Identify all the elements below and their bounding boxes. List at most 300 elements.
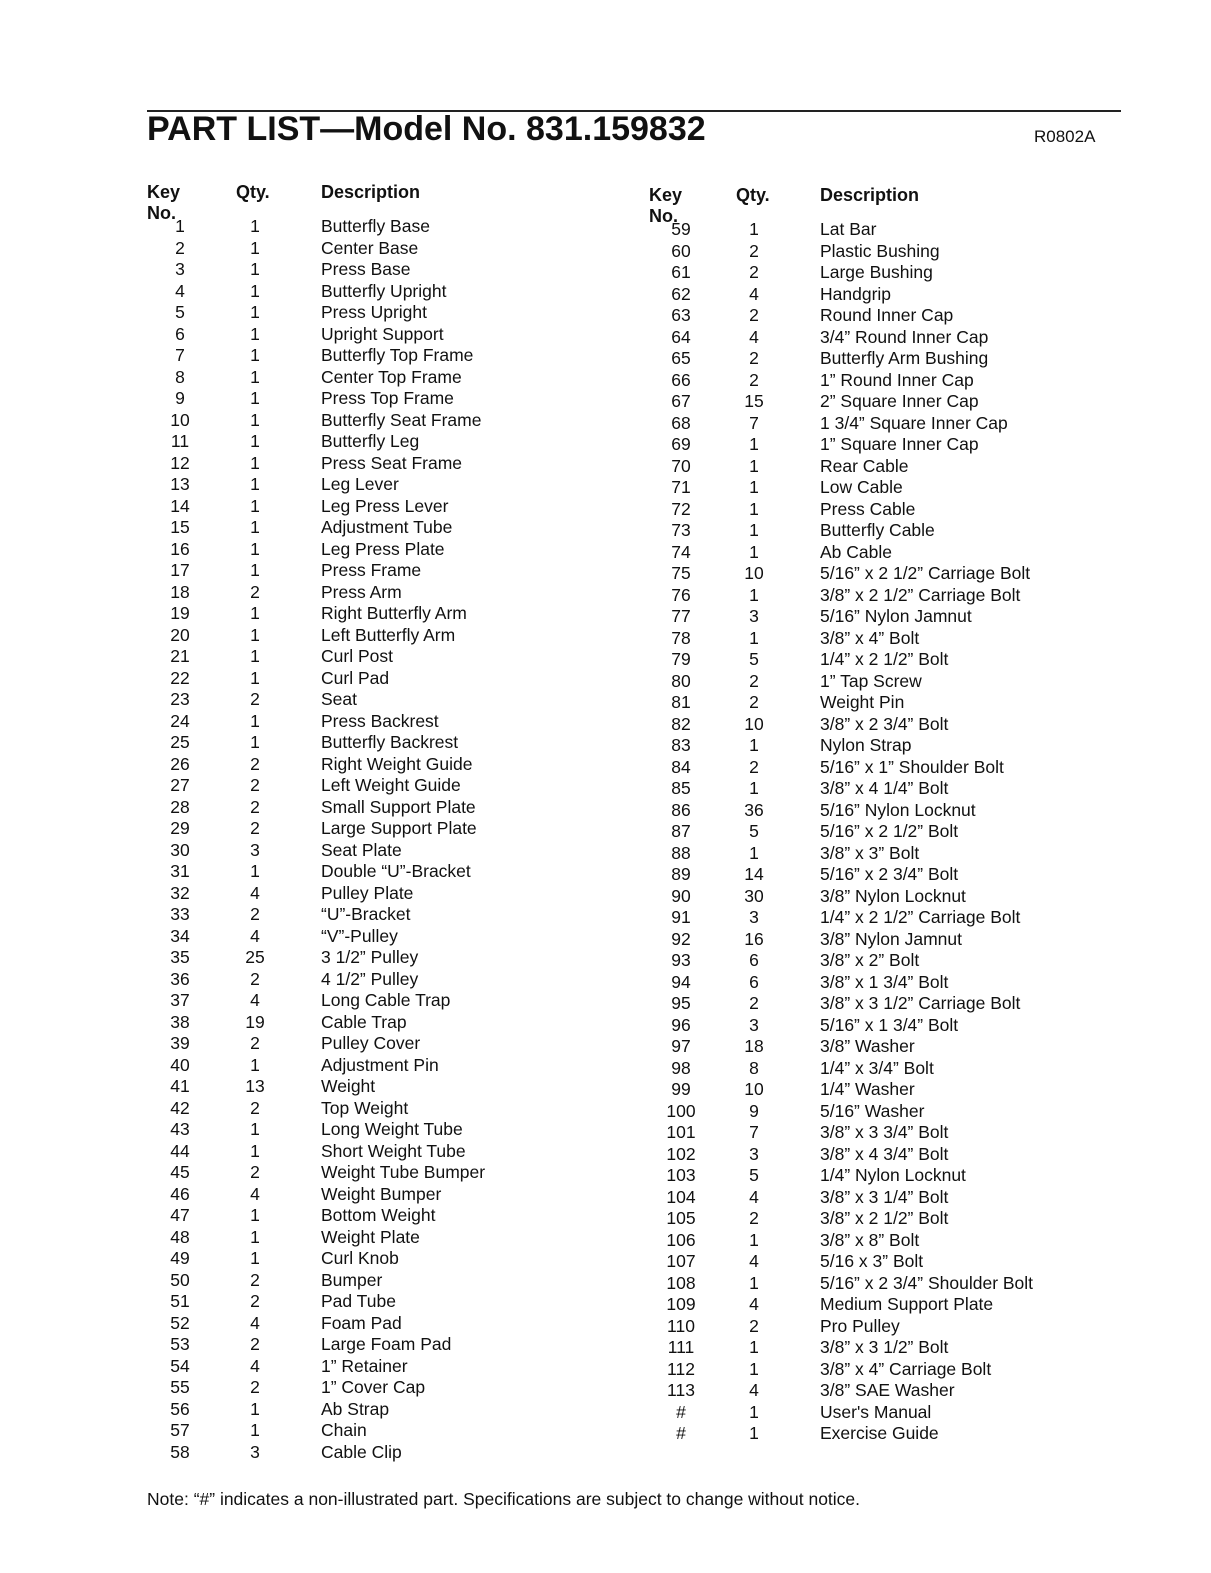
header-qty: Qty. <box>236 182 270 202</box>
part-description: Adjustment Tube <box>321 517 453 537</box>
part-qty: 8 <box>749 1057 759 1078</box>
part-description: Large Bushing <box>820 262 933 282</box>
part-key-no: 11 <box>170 431 190 451</box>
part-qty: 1 <box>749 778 759 798</box>
part-key-no: 29 <box>170 818 190 838</box>
part-qty: 1 <box>250 710 260 731</box>
part-qty: 1 <box>749 1337 759 1357</box>
part-description: Right Butterfly Arm <box>321 603 467 623</box>
part-qty: 1 <box>250 216 260 236</box>
part-qty: 2 <box>250 1291 260 1311</box>
part-key-no: 44 <box>170 1140 190 1161</box>
part-qty: 1 <box>250 366 260 387</box>
part-description: 3/4” Round Inner Cap <box>820 326 989 347</box>
part-qty: 7 <box>749 1122 759 1142</box>
part-key-no: 85 <box>671 778 691 798</box>
part-description: Large Foam Pad <box>321 1334 452 1354</box>
part-description: 3/8” Nylon Locknut <box>820 885 966 906</box>
part-description: 3/8” x 4 3/4” Bolt <box>820 1143 949 1164</box>
header-key-no: Key No. <box>147 182 181 223</box>
part-description: Butterfly Backrest <box>321 732 459 752</box>
part-key-no: 89 <box>671 864 691 884</box>
part-description: 5/16” x 1” Shoulder Bolt <box>820 756 1004 777</box>
part-qty: 3 <box>250 839 260 860</box>
part-key-no: 33 <box>170 904 190 924</box>
part-description: 3/8” x 4 1/4” Bolt <box>820 778 949 798</box>
part-key-no: 83 <box>671 735 691 755</box>
part-description: Butterfly Seat Frame <box>321 409 482 430</box>
part-key-no: 6 <box>175 323 185 344</box>
part-description: Ab Cable <box>820 541 892 562</box>
part-key-no: # <box>676 1423 686 1443</box>
part-description: 5/16” x 2 1/2” Carriage Bolt <box>820 563 1031 583</box>
part-key-no: 43 <box>170 1119 190 1139</box>
part-description: 5/16” Nylon Locknut <box>820 799 976 820</box>
part-key-no: 84 <box>671 756 691 777</box>
part-description: Press Base <box>321 259 411 279</box>
part-qty: 1 <box>749 219 759 239</box>
part-key-no: 101 <box>666 1122 696 1142</box>
part-description: Bumper <box>321 1269 383 1290</box>
part-qty: 25 <box>245 947 265 967</box>
part-key-no: 78 <box>671 627 691 648</box>
part-key-no: 96 <box>671 1014 691 1035</box>
part-qty: 2 <box>250 1033 260 1053</box>
part-description: 3/8” x 1 3/4” Bolt <box>820 971 949 992</box>
part-key-no: 51 <box>170 1291 190 1311</box>
part-key-no: 104 <box>666 1186 696 1207</box>
part-key-no: 99 <box>671 1079 691 1099</box>
part-qty: 1 <box>250 259 260 279</box>
part-key-no: 26 <box>170 753 190 774</box>
part-description: Pro Pulley <box>820 1315 900 1336</box>
part-qty: 1 <box>250 517 260 537</box>
part-qty: 10 <box>744 563 764 583</box>
part-description: 5/16” x 2 3/4” Bolt <box>820 864 959 884</box>
part-description: Press Arm <box>321 581 402 602</box>
part-qty: 7 <box>749 412 759 433</box>
part-description: 5/16” x 1 3/4” Bolt <box>820 1014 959 1035</box>
part-description: Rear Cable <box>820 455 909 476</box>
part-description: Press Cable <box>820 498 916 519</box>
part-key-no: 110 <box>667 1315 695 1336</box>
part-description: 1/4” Nylon Locknut <box>820 1165 966 1185</box>
part-qty: 4 <box>250 1355 260 1376</box>
part-key-no: 48 <box>170 1226 190 1247</box>
part-qty: 5 <box>749 649 759 669</box>
part-description: Handgrip <box>820 283 892 304</box>
part-key-no: 42 <box>170 1097 190 1118</box>
part-key-no: 106 <box>666 1229 696 1250</box>
part-key-no: 52 <box>170 1312 190 1333</box>
part-qty: 1 <box>250 861 260 881</box>
part-key-no: 103 <box>666 1165 696 1185</box>
footnote: Note: “#” indicates a non-illustrated part. Specifications are subject to change without notice. <box>147 1489 861 1509</box>
part-key-no: 112 <box>667 1358 695 1379</box>
part-key-no: 76 <box>671 584 691 605</box>
part-key-no: 46 <box>170 1183 190 1204</box>
page-title: PART LIST—Model No. 831.159832 <box>147 110 706 148</box>
part-key-no: 80 <box>671 670 691 691</box>
part-key-no: 87 <box>671 821 691 841</box>
part-key-no: 20 <box>170 624 190 645</box>
part-key-no: # <box>676 1401 686 1422</box>
part-key-no: 72 <box>671 498 691 519</box>
part-qty: 3 <box>749 1143 759 1164</box>
part-description: 1/4” x 2 1/2” Carriage Bolt <box>820 907 1021 927</box>
part-description: Nylon Strap <box>820 735 912 755</box>
part-key-no: 58 <box>170 1441 190 1462</box>
part-qty: 4 <box>250 925 260 946</box>
part-description: Weight <box>321 1076 376 1096</box>
part-description: Left Butterfly Arm <box>321 624 456 645</box>
part-qty: 1 <box>749 455 759 476</box>
part-description: 3 1/2” Pulley <box>321 947 419 967</box>
part-qty: 1 <box>250 409 260 430</box>
part-description: 3/8” x 8” Bolt <box>820 1229 920 1250</box>
part-description: Curl Knob <box>321 1248 399 1268</box>
part-description: 5/16” Nylon Jamnut <box>820 606 972 626</box>
part-key-no: 15 <box>170 517 190 537</box>
part-description: 1/4” x 2 1/2” Bolt <box>820 649 949 669</box>
part-key-no: 93 <box>671 950 691 970</box>
part-qty: 10 <box>744 713 764 734</box>
part-key-no: 70 <box>671 455 691 476</box>
part-qty: 1 <box>250 538 260 559</box>
part-key-no: 2 <box>175 237 185 258</box>
part-qty: 2 <box>250 818 260 838</box>
part-description: 3/8” x 4” Carriage Bolt <box>820 1358 992 1379</box>
part-qty: 1 <box>250 431 260 451</box>
part-key-no: 94 <box>671 971 691 992</box>
part-qty: 2 <box>749 305 759 325</box>
part-key-no: 14 <box>170 495 190 516</box>
part-key-no: 38 <box>170 1011 190 1032</box>
part-description: Pad Tube <box>321 1291 396 1311</box>
part-description: 3/8” x 2 1/2” Bolt <box>820 1208 949 1228</box>
part-description: 3/8” x 4” Bolt <box>820 627 920 648</box>
part-qty: 14 <box>744 864 764 884</box>
part-qty: 1 <box>749 584 759 605</box>
part-qty: 2 <box>250 1269 260 1290</box>
part-key-no: 75 <box>671 563 691 583</box>
part-description: “V”-Pulley <box>321 925 398 946</box>
part-key-no: 102 <box>666 1143 696 1164</box>
part-key-no: 50 <box>170 1269 190 1290</box>
part-description: Weight Tube Bumper <box>321 1162 486 1182</box>
part-description: User's Manual <box>820 1401 932 1422</box>
part-description: Butterfly Arm Bushing <box>820 348 989 368</box>
part-qty: 36 <box>744 799 764 820</box>
header-key-no: Key No. <box>649 185 683 226</box>
part-description: Weight Bumper <box>321 1183 442 1204</box>
part-description: Butterfly Upright <box>321 280 447 301</box>
part-key-no: 91 <box>671 907 691 927</box>
part-description: Cable Clip <box>321 1441 402 1462</box>
part-key-no: 56 <box>170 1398 190 1419</box>
part-qty: 16 <box>744 928 764 949</box>
part-description: 1” Retainer <box>321 1355 408 1376</box>
part-key-no: 90 <box>671 885 691 906</box>
part-qty: 1 <box>749 541 759 562</box>
part-qty: 2 <box>749 1208 759 1228</box>
part-description: Medium Support Plate <box>820 1294 994 1314</box>
part-description: Press Frame <box>321 560 422 580</box>
part-key-no: 7 <box>175 345 185 365</box>
part-qty: 2 <box>250 581 260 602</box>
part-key-no: 65 <box>671 348 691 368</box>
part-qty: 1 <box>250 1205 260 1225</box>
part-key-no: 17 <box>170 560 190 580</box>
part-qty: 4 <box>749 1294 759 1314</box>
part-description: 1/4” Washer <box>820 1079 915 1099</box>
part-description: Leg Press Plate <box>321 538 445 559</box>
part-description: Center Top Frame <box>321 366 462 387</box>
part-qty: 30 <box>744 885 764 906</box>
part-description: Adjustment Pin <box>321 1054 439 1075</box>
part-qty: 1 <box>250 345 260 365</box>
part-key-no: 47 <box>170 1205 190 1225</box>
part-key-no: 10 <box>170 409 190 430</box>
part-qty: 15 <box>744 391 764 411</box>
part-key-no: 63 <box>671 305 691 325</box>
part-qty: 6 <box>749 950 759 970</box>
part-key-no: 69 <box>671 434 691 454</box>
part-description: 4 1/2” Pulley <box>321 968 419 989</box>
part-description: Press Top Frame <box>321 388 454 408</box>
part-description: Bottom Weight <box>321 1205 436 1225</box>
part-key-no: 40 <box>170 1054 190 1075</box>
part-qty: 2 <box>250 1162 260 1182</box>
part-qty: 2 <box>749 240 759 261</box>
part-description: Butterfly Top Frame <box>321 345 474 365</box>
part-description: Lat Bar <box>820 219 877 239</box>
part-qty: 2 <box>250 775 260 795</box>
part-description: Seat <box>321 689 357 709</box>
part-qty: 1 <box>749 842 759 863</box>
part-key-no: 86 <box>671 799 691 820</box>
part-key-no: 23 <box>170 689 190 709</box>
part-description: Press Upright <box>321 302 428 322</box>
part-key-no: 31 <box>170 861 190 881</box>
part-description: 1” Cover Cap <box>321 1377 426 1397</box>
part-description: Long Weight Tube <box>321 1119 463 1139</box>
part-qty: 1 <box>250 1398 260 1419</box>
part-qty: 2 <box>250 1334 260 1354</box>
part-key-no: 92 <box>671 928 691 949</box>
part-key-no: 55 <box>170 1377 190 1397</box>
part-key-no: 39 <box>170 1033 190 1053</box>
part-qty: 1 <box>250 1140 260 1161</box>
part-description: 2” Square Inner Cap <box>820 391 979 411</box>
part-qty: 1 <box>749 1401 759 1422</box>
part-key-no: 25 <box>170 732 190 752</box>
part-description: 3/8” x 3 1/2” Carriage Bolt <box>820 993 1021 1013</box>
part-key-no: 68 <box>671 412 691 433</box>
part-qty: 18 <box>744 1036 764 1056</box>
part-key-no: 98 <box>671 1057 691 1078</box>
part-key-no: 12 <box>170 452 190 473</box>
part-qty: 2 <box>250 968 260 989</box>
part-key-no: 82 <box>671 713 691 734</box>
part-description: Press Seat Frame <box>321 452 463 473</box>
part-key-no: 79 <box>671 649 691 669</box>
part-description: Seat Plate <box>321 839 402 860</box>
part-key-no: 73 <box>671 520 691 540</box>
part-description: 3/8” Washer <box>820 1036 915 1056</box>
part-key-no: 97 <box>671 1036 691 1056</box>
part-qty: 2 <box>749 993 759 1013</box>
part-description: Press Backrest <box>321 710 439 731</box>
header-qty: Qty. <box>736 185 770 205</box>
part-qty: 1 <box>250 1420 260 1440</box>
part-key-no: 108 <box>666 1272 696 1293</box>
part-qty: 1 <box>250 280 260 301</box>
part-description: Small Support Plate <box>321 796 476 817</box>
part-qty: 2 <box>749 692 759 712</box>
part-description: Upright Support <box>321 323 444 344</box>
part-key-no: 32 <box>170 882 190 903</box>
part-key-no: 34 <box>170 925 190 946</box>
part-description: Round Inner Cap <box>820 305 954 325</box>
part-key-no: 8 <box>175 366 185 387</box>
part-qty: 3 <box>250 1441 260 1462</box>
part-description: Center Base <box>321 237 419 258</box>
part-key-no: 113 <box>667 1380 695 1400</box>
part-qty: 4 <box>250 1183 260 1204</box>
part-description: Pulley Cover <box>321 1033 421 1053</box>
part-key-no: 28 <box>170 796 190 817</box>
part-qty: 1 <box>250 667 260 688</box>
part-qty: 13 <box>245 1076 265 1096</box>
part-key-no: 67 <box>671 391 691 411</box>
part-description: “U”-Bracket <box>321 904 411 924</box>
part-description: 5/16” x 2 1/2” Bolt <box>820 821 959 841</box>
part-key-no: 30 <box>170 839 190 860</box>
part-description: Foam Pad <box>321 1312 402 1333</box>
part-qty: 10 <box>744 1079 764 1099</box>
part-qty: 1 <box>250 452 260 473</box>
part-qty: 1 <box>250 646 260 666</box>
part-description: Large Support Plate <box>321 818 477 838</box>
part-qty: 9 <box>749 1100 759 1121</box>
part-description: Cable Trap <box>321 1011 407 1032</box>
part-key-no: 64 <box>671 326 691 347</box>
part-description: 1 3/4” Square Inner Cap <box>820 412 1008 433</box>
part-qty: 1 <box>250 474 260 494</box>
part-qty: 5 <box>749 1165 759 1185</box>
part-qty: 5 <box>749 821 759 841</box>
part-description: Left Weight Guide <box>321 775 461 795</box>
part-qty: 2 <box>250 753 260 774</box>
part-qty: 2 <box>250 689 260 709</box>
part-key-no: 24 <box>170 710 190 731</box>
part-key-no: 57 <box>170 1420 190 1440</box>
part-key-no: 74 <box>671 541 691 562</box>
part-key-no: 13 <box>170 474 190 494</box>
part-description: 3/8” x 3” Bolt <box>820 842 920 863</box>
part-qty: 1 <box>749 498 759 519</box>
part-description: Leg Press Lever <box>321 495 449 516</box>
part-qty: 1 <box>749 520 759 540</box>
part-description: 5/16” Washer <box>820 1100 925 1121</box>
part-key-no: 107 <box>666 1251 696 1271</box>
part-description: 3/8” x 3 3/4” Bolt <box>820 1122 949 1142</box>
part-qty: 1 <box>250 1119 260 1139</box>
part-qty: 1 <box>250 1226 260 1247</box>
part-description: Weight Plate <box>321 1226 420 1247</box>
part-key-no: 61 <box>671 262 691 282</box>
part-key-no: 71 <box>671 477 691 497</box>
part-qty: 1 <box>250 323 260 344</box>
part-description: 3/8” x 2 1/2” Carriage Bolt <box>820 584 1021 605</box>
part-qty: 1 <box>749 1358 759 1379</box>
part-qty: 4 <box>749 326 759 347</box>
part-qty: 1 <box>749 735 759 755</box>
part-key-no: 9 <box>175 388 185 408</box>
part-qty: 1 <box>749 1423 759 1443</box>
part-qty: 1 <box>749 477 759 497</box>
part-key-no: 66 <box>671 369 691 390</box>
part-key-no: 95 <box>671 993 691 1013</box>
part-description: 5/16” x 2 3/4” Shoulder Bolt <box>820 1272 1034 1293</box>
part-qty: 2 <box>749 756 759 777</box>
part-key-no: 59 <box>671 219 691 239</box>
part-description: Pulley Plate <box>321 882 414 903</box>
part-description: Double “U”-Bracket <box>321 861 471 881</box>
part-description: 1” Tap Screw <box>820 670 922 691</box>
part-key-no: 49 <box>170 1248 190 1268</box>
part-qty: 1 <box>250 560 260 580</box>
part-key-no: 111 <box>667 1337 695 1357</box>
part-qty: 4 <box>250 990 260 1010</box>
part-key-no: 41 <box>170 1076 190 1096</box>
part-description: 3/8” x 2” Bolt <box>820 950 920 970</box>
part-key-no: 5 <box>175 302 185 322</box>
part-qty: 2 <box>749 369 759 390</box>
part-qty: 6 <box>749 971 759 992</box>
part-description: 3/8” x 3 1/4” Bolt <box>820 1186 949 1207</box>
part-qty: 1 <box>749 627 759 648</box>
part-description: Butterfly Cable <box>820 520 935 540</box>
part-description: 3/8” Nylon Jamnut <box>820 928 963 949</box>
part-description: Plastic Bushing <box>820 240 940 261</box>
part-qty: 4 <box>250 882 260 903</box>
part-qty: 4 <box>250 1312 260 1333</box>
part-qty: 2 <box>250 1377 260 1397</box>
part-qty: 4 <box>749 283 759 304</box>
part-description: Short Weight Tube <box>321 1140 466 1161</box>
part-description: 1” Round Inner Cap <box>820 369 974 390</box>
part-description: 3/8” x 2 3/4” Bolt <box>820 713 949 734</box>
part-qty: 1 <box>250 388 260 408</box>
part-key-no: 37 <box>170 990 190 1010</box>
part-description: Chain <box>321 1420 367 1440</box>
part-description: 3/8” x 3 1/2” Bolt <box>820 1337 949 1357</box>
part-description: Low Cable <box>820 477 903 497</box>
part-description: Curl Post <box>321 646 393 666</box>
part-qty: 4 <box>749 1186 759 1207</box>
part-qty: 1 <box>250 603 260 623</box>
part-description: 1” Square Inner Cap <box>820 434 979 454</box>
part-key-no: 81 <box>671 692 691 712</box>
header-description: Description <box>321 182 421 202</box>
part-key-no: 27 <box>170 775 190 795</box>
part-description: Long Cable Trap <box>321 990 451 1010</box>
part-key-no: 22 <box>170 667 190 688</box>
part-qty: 2 <box>250 796 260 817</box>
part-qty: 1 <box>749 434 759 454</box>
